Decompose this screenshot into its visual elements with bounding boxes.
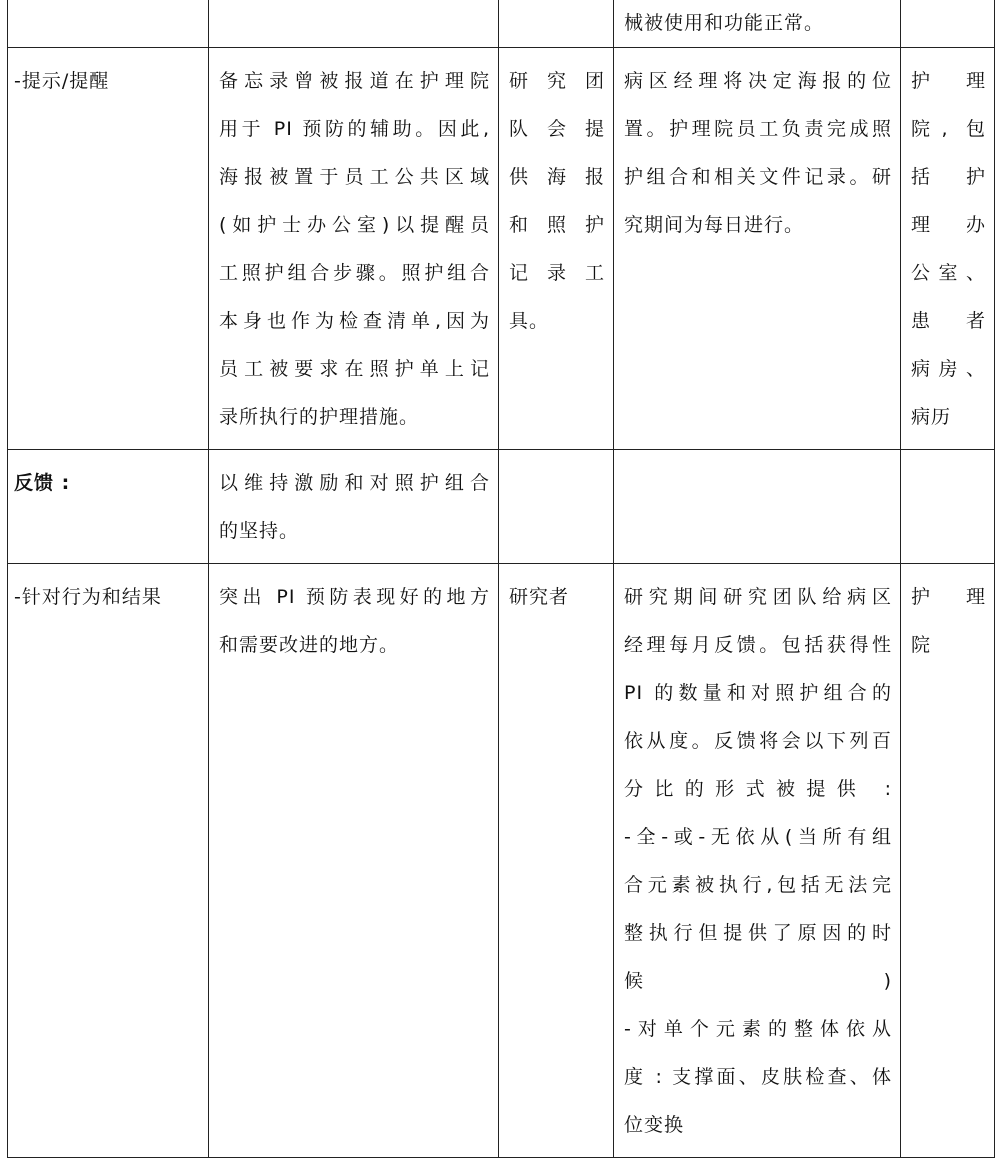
text-line: 合元素被执行,包括无法完	[624, 874, 892, 896]
cell-component: -提示/提醒	[8, 48, 209, 450]
table-row	[8, 48, 995, 450]
cell-provider	[499, 0, 614, 48]
text-line: 分比的形式被提供 :	[624, 778, 892, 800]
text-line: 度 : 支撑面、皮肤检查、体	[624, 1066, 892, 1088]
text-line: 员工被要求在照护单上记	[219, 358, 490, 380]
text-line: 录所执行的护理措施。	[219, 406, 420, 428]
text-line: 病区经理将决定海报的位	[624, 70, 892, 92]
text-line: 队 会 提	[509, 118, 605, 140]
text-line: 究期间为每日进行。	[624, 214, 805, 236]
text-line: 用于 PI 预防的辅助。因此,	[219, 118, 490, 140]
text-line: 括 护	[911, 166, 986, 188]
text-line: 记 录 工	[509, 262, 605, 284]
text-line: 院, 包	[911, 118, 986, 140]
text-line: 具。	[509, 310, 550, 332]
cell-component	[8, 0, 209, 48]
cell-description	[209, 48, 499, 450]
cell-provider: 研究者	[499, 564, 614, 1158]
cell-description	[209, 564, 499, 1158]
text-line: 和需要改进的地方。	[219, 634, 400, 656]
text-line: -对单个元素的整体依从	[624, 1018, 892, 1040]
cell-implementation	[614, 48, 901, 450]
cell-component: 反馈 :	[8, 450, 209, 564]
cell-setting	[901, 0, 995, 48]
text-line: 护 理	[911, 586, 986, 608]
text-line: 工照护组合步骤。照护组合	[219, 262, 490, 284]
cell-setting	[901, 48, 995, 450]
text-line: 公室、	[911, 262, 986, 284]
text-line: 院	[911, 634, 932, 656]
cell-setting	[901, 450, 995, 564]
text-line: PI 的数量和对照护组合的	[624, 682, 892, 704]
cell-implementation	[614, 450, 901, 564]
cell-description	[209, 450, 499, 564]
text-line: (如护士办公室)以提醒员	[219, 214, 490, 236]
text-line: 位变换	[624, 1114, 685, 1136]
text-line: 护 理	[911, 70, 986, 92]
text-line: 备忘录曾被报道在护理院	[219, 70, 490, 92]
text-line: 护组合和相关文件记录。研	[624, 166, 892, 188]
text-line: 以维持激励和对照护组合	[219, 472, 490, 494]
text-line: 供 海 报	[509, 166, 605, 188]
text-line: 研 究 团	[509, 70, 605, 92]
text-line: 和 照 护	[509, 214, 605, 236]
text-line: -全-或-无依从(当所有组	[624, 826, 892, 848]
table-row	[8, 564, 995, 1158]
text-line: 的坚持。	[219, 520, 300, 542]
text-line: 整执行但提供了原因的时	[624, 922, 892, 944]
intervention-table	[7, 0, 995, 1158]
text-line: 本身也作为检查清单,因为	[219, 310, 490, 332]
text-line: 病历	[911, 406, 952, 428]
text-line: 依从度。反馈将会以下列百	[624, 730, 892, 752]
text-line: 经理每月反馈。包括获得性	[624, 634, 892, 656]
text-line: 病房、	[911, 358, 986, 380]
text-line: 突出 PI 预防表现好的地方	[219, 586, 490, 608]
text-line: 候)	[624, 970, 892, 992]
cell-implementation	[614, 564, 901, 1158]
text-line: 患 者	[911, 310, 986, 332]
text-line: 研究期间研究团队给病区	[624, 586, 892, 608]
table-row	[8, 0, 995, 48]
text-line: 理 办	[911, 214, 986, 236]
cell-provider	[499, 450, 614, 564]
text-line: 海报被置于员工公共区域	[219, 166, 490, 188]
cell-setting	[901, 564, 995, 1158]
cell-implementation: 械被使用和功能正常。	[614, 0, 901, 48]
cell-provider	[499, 48, 614, 450]
text-line: 置。护理院员工负责完成照	[624, 118, 892, 140]
cell-component: -针对行为和结果	[8, 564, 209, 1158]
table-row	[8, 450, 995, 564]
cell-description	[209, 0, 499, 48]
